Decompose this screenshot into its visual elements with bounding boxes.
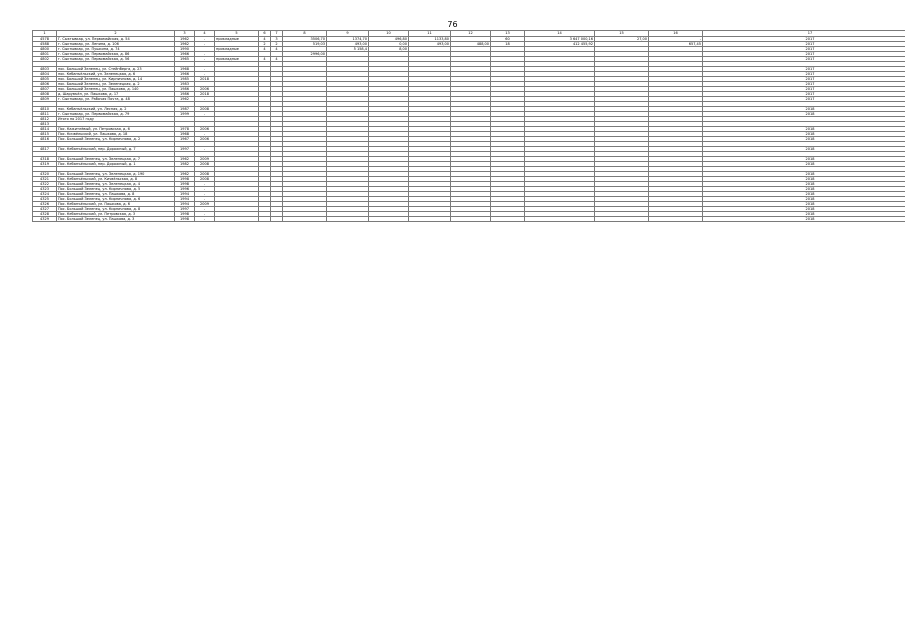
column-header: 16 — [649, 31, 703, 37]
table-cell: 3 647 000,16 — [525, 37, 595, 42]
table-cell: 2018 — [703, 172, 905, 177]
table-cell: Пос. Большой Зеленец, ул. Пашкова, д. 8 — [57, 192, 175, 197]
table-cell: 2 — [259, 42, 271, 47]
table-cell: 4578 — [33, 37, 57, 42]
table-cell: 2009 — [195, 157, 215, 162]
table-cell — [595, 217, 649, 222]
table-cell: Пос. Большой Зеленец, ул. Кирпичнова, д. 5 — [57, 187, 175, 192]
table-cell — [327, 217, 369, 222]
table-cell: д. Шарувъёл, ул. Пашкова, д. 17 — [57, 92, 175, 97]
table-cell: 1968 — [175, 132, 195, 137]
table-cell: пос. Кебанъёльский, ул. Лесная, д. 2 — [57, 107, 175, 112]
table-cell: 2018 — [703, 127, 905, 132]
table-cell: 2 — [271, 42, 283, 47]
table-cell: - — [195, 217, 215, 222]
table-cell: Пос. Большой Зеленец, ул. Зеленецкая, д. 4 — [57, 182, 175, 187]
table-cell: 4801 — [33, 52, 57, 57]
table-cell: 2008 — [195, 162, 215, 167]
table-row — [33, 217, 905, 222]
table-cell: Пос. Кажитлёвый, ул. Петровская, д. 6 — [57, 127, 175, 132]
table-cell: пос. Большой Зеленец, ул. Зеленецкая, д. 2 — [57, 82, 175, 87]
table-cell: Пос. Большой Зеленец, ул. Кирпичнова, д. 6 — [57, 197, 175, 202]
table-cell: Пос. Кебанъёльский, ул. Кичвёльская, д. 8 — [57, 177, 175, 182]
table-cell: 2018 — [703, 197, 905, 202]
table-cell: 1966 — [175, 52, 195, 57]
column-header: 7 — [271, 31, 283, 37]
column-header: 12 — [451, 31, 491, 37]
table-cell: 2018 — [703, 137, 905, 142]
table-cell: 4 — [271, 57, 283, 62]
table-cell: 0,00 — [369, 42, 409, 47]
table-cell: 4805 — [33, 77, 57, 82]
table-cell: Г. Сыктывкар, ул. Первомайская, д. 54 — [57, 37, 175, 42]
table-cell: 2017 — [703, 87, 905, 92]
table-cell: пос. Большой Зеленец, ул. Пашкова, д. 140 — [57, 87, 175, 92]
table-cell: 4803 — [33, 67, 57, 72]
table-cell — [451, 217, 491, 222]
table-cell: 2017 — [703, 42, 905, 47]
table-cell: Пос. Большой Зеленец, ул. Зеленецкая, д. 7 — [57, 157, 175, 162]
table-cell: прикладные — [215, 57, 259, 62]
table-cell: 1997 — [175, 207, 195, 212]
table-cell: 2006 — [195, 137, 215, 142]
table-cell: 1962 — [175, 37, 195, 42]
table-cell: 2008 — [195, 172, 215, 177]
table-cell: 2017 — [703, 67, 905, 72]
table-cell: 1994 — [175, 192, 195, 197]
table-cell: г. Сыктывкар, ул. Пушкина, д. 74 — [57, 47, 175, 52]
table-cell: 2996,00 — [283, 52, 327, 57]
table-cell: 2006 — [195, 127, 215, 132]
table-cell: - — [195, 72, 215, 77]
table-cell: 1966 — [175, 72, 195, 77]
table-cell: 27,00 — [595, 37, 649, 42]
table-cell: 2018 — [703, 192, 905, 197]
table-cell: 8,00 — [369, 47, 409, 52]
table-cell: 2006 — [195, 87, 215, 92]
table-cell — [215, 217, 259, 222]
table-cell: 519,03 — [283, 42, 327, 47]
table-cell: 2017 — [703, 97, 905, 102]
table-cell: 2018 — [703, 157, 905, 162]
table-cell: 1968 — [175, 67, 195, 72]
table-cell: прикладные — [215, 47, 259, 52]
table-cell: 4802 — [33, 57, 57, 62]
table-cell: 2018 — [195, 92, 215, 97]
table-cell: - — [195, 57, 215, 62]
table-cell: Пос. Большой Зеленец, ул. Кирпичнова, д. 2 — [57, 137, 175, 142]
table-cell — [491, 217, 525, 222]
table-cell: 2018 — [703, 182, 905, 187]
table-body — [33, 37, 905, 222]
table-cell: 1986 — [175, 87, 195, 92]
table-cell: Пос. Кебанъёльский, ул. Петровская, д. 3 — [57, 212, 175, 217]
table-cell: - — [195, 37, 215, 42]
table-cell: 2017 — [703, 72, 905, 77]
table-cell: 4324 — [33, 192, 57, 197]
table-cell: 2018 — [703, 187, 905, 192]
table-cell: 2017 — [703, 57, 905, 62]
table-cell — [369, 217, 409, 222]
table-cell: - — [195, 42, 215, 47]
table-cell — [271, 217, 283, 222]
table-cell: 4808 — [33, 92, 57, 97]
table-cell: г. Сыктывкар, ул. Рабочая Почта, д. 48 — [57, 97, 175, 102]
table-cell: - — [649, 37, 703, 42]
table-cell: 657,45 — [649, 42, 703, 47]
table-cell: 4329 — [33, 217, 57, 222]
table-cell: 2018 — [703, 132, 905, 137]
table-cell: Итого по 2017 году — [57, 117, 175, 122]
table-cell: 4319 — [33, 162, 57, 167]
table-cell: - — [195, 52, 215, 57]
table-cell: - — [195, 197, 215, 202]
table-cell: 2018 — [195, 77, 215, 82]
column-header: 14 — [525, 31, 595, 37]
table-cell: 2017 — [703, 82, 905, 87]
table-cell: 496,80 — [369, 37, 409, 42]
table-cell: 4320 — [33, 172, 57, 177]
table-cell: 1997 — [175, 147, 195, 152]
table-cell: 1998 — [175, 217, 195, 222]
column-header: 15 — [595, 31, 649, 37]
table-cell: 2017 — [703, 37, 905, 42]
table-cell: 4804 — [33, 72, 57, 77]
table-cell: 2018 — [703, 207, 905, 212]
column-header: 8 — [283, 31, 327, 37]
column-header: 5 — [215, 31, 259, 37]
table-cell: 1990 — [175, 47, 195, 52]
table-cell: 4325 — [33, 197, 57, 202]
page-number: 76 — [447, 20, 458, 29]
table-cell: 1999 — [175, 112, 195, 117]
table-cell: 1967 — [175, 137, 195, 142]
table-cell: Пос. Кичвёльский, ул. Пашкова, д. 18 — [57, 132, 175, 137]
table-cell: 2008 — [195, 177, 215, 182]
column-header: 3 — [175, 31, 195, 37]
table-cell: - — [195, 67, 215, 72]
table-cell: 2018 — [703, 177, 905, 182]
table-cell — [259, 217, 271, 222]
table-cell: 2018 — [703, 202, 905, 207]
table-cell: г. Сыктывкар, ул. Ленина, д. 106 — [57, 42, 175, 47]
table-cell: 4807 — [33, 87, 57, 92]
table-cell: 4326 — [33, 202, 57, 207]
table-cell: 2017 — [703, 92, 905, 97]
column-header: 6 — [259, 31, 271, 37]
column-header: 9 — [327, 31, 369, 37]
table-cell: 4812 — [33, 117, 57, 122]
table-cell: пос. Кебанъёльский, ул. Зеленецкая, д. 6 — [57, 72, 175, 77]
table-cell: 1994 — [175, 197, 195, 202]
table-cell — [283, 217, 327, 222]
table-cell: 4327 — [33, 207, 57, 212]
table-cell: 488,00 — [451, 42, 491, 47]
table-cell: г. Сыктывкар, ул. Первомайская, д. 56 — [57, 57, 175, 62]
table-cell: 4817 — [33, 147, 57, 152]
table-cell: 2018 — [703, 107, 905, 112]
table-cell: 412 455,92 — [525, 42, 595, 47]
table-cell: 4814 — [33, 127, 57, 132]
column-header: 10 — [369, 31, 409, 37]
column-header: 2 — [57, 31, 175, 37]
table-cell: 4 — [259, 57, 271, 62]
table-cell: 4809 — [33, 97, 57, 102]
table-cell: 1374,70 — [327, 37, 369, 42]
table-cell: 1996 — [175, 187, 195, 192]
table-cell: 2018 — [703, 212, 905, 217]
table-cell: 4 — [259, 37, 271, 42]
table-cell — [409, 217, 451, 222]
table-cell: 1962 — [175, 172, 195, 177]
table-cell: 1998 — [175, 212, 195, 217]
table-cell: 493,00 — [327, 42, 369, 47]
table-cell: 4318 — [33, 157, 57, 162]
table-cell: - — [195, 212, 215, 217]
table-cell: 2018 — [703, 112, 905, 117]
table-cell: 3 — [271, 37, 283, 42]
table-cell: 60 — [491, 37, 525, 42]
table-cell: г. Сыктывкар, ул. Первомайская, д. 79 — [57, 112, 175, 117]
table-cell: 4321 — [33, 177, 57, 182]
column-header: 17 — [703, 31, 905, 37]
table-cell: 1133,80 — [409, 37, 451, 42]
table-cell: 1962 — [175, 97, 195, 102]
table-cell: 2018 — [703, 162, 905, 167]
table-cell: 4588 — [33, 42, 57, 47]
table-cell: 2008 — [195, 107, 215, 112]
table-cell: 2017 — [703, 52, 905, 57]
table-cell — [525, 217, 595, 222]
table-cell: 1978 — [175, 127, 195, 132]
table-cell: 1987 — [175, 107, 195, 112]
column-header: 1 — [33, 31, 57, 37]
table-cell: - — [195, 182, 215, 187]
table-cell: Пос. Кебанъёльский, пер. Дорожный, д. 7 — [57, 147, 175, 152]
table-cell: - — [195, 97, 215, 102]
table-cell: 4328 — [33, 212, 57, 217]
table-cell: - — [195, 112, 215, 117]
table-cell: 2018 — [703, 217, 905, 222]
table-cell: 4811 — [33, 112, 57, 117]
table-cell: 4322 — [33, 182, 57, 187]
table-cell: - — [195, 207, 215, 212]
table-cell: 1986 — [175, 92, 195, 97]
table-cell: 4323 — [33, 187, 57, 192]
column-header: 11 — [409, 31, 451, 37]
table-cell: 1962 — [175, 42, 195, 47]
table-cell: 1982 — [175, 162, 195, 167]
table-cell: 1965 — [175, 57, 195, 62]
table-cell: - — [195, 132, 215, 137]
table-cell: 493,00 — [409, 42, 451, 47]
table-cell: 2018 — [703, 147, 905, 152]
column-header: 4 — [195, 31, 215, 37]
table-cell: - — [195, 147, 215, 152]
table-cell: 18 — [491, 42, 525, 47]
table-cell: пос. Большой Зеленец, ул. Кирпичнова, д. 14 — [57, 77, 175, 82]
table-cell: 4816 — [33, 137, 57, 142]
register-table — [32, 30, 905, 222]
table-cell: 4806 — [33, 82, 57, 87]
table-cell: 1998 — [175, 182, 195, 187]
table-cell: Пос. Кебанъёльский, ул. Пашкова, д. 6 — [57, 202, 175, 207]
table-cell: 4800 — [33, 47, 57, 52]
table-cell: Пос. Кебанъёльский, пер. Дорожный, д. 1 — [57, 162, 175, 167]
table-cell: 5 158,4 — [327, 47, 369, 52]
table-cell: Пос. Большой Зеленец, ул. Пашкова, д. 3 — [57, 217, 175, 222]
table-cell: 4813 — [33, 122, 57, 127]
register-sheet — [32, 30, 867, 222]
column-header: 13 — [491, 31, 525, 37]
table-cell: 4 — [271, 47, 283, 52]
table-cell: прикладные — [215, 37, 259, 42]
table-cell — [649, 217, 703, 222]
table-cell: г. Сыктывкар, ул. Первомайская, д. 86 — [57, 52, 175, 57]
table-cell: Пос. Большой Зеленец, ул. Кирпичнова, д. 8 — [57, 207, 175, 212]
table-cell: - — [195, 192, 215, 197]
table-cell: - — [195, 187, 215, 192]
table-cell: 2009 — [195, 202, 215, 207]
table-cell: 4810 — [33, 107, 57, 112]
table-cell: 1994 — [175, 202, 195, 207]
table-cell: 2017 — [703, 77, 905, 82]
table-cell: 4 — [259, 47, 271, 52]
table-cell: пос. Большой Зеленец, ул. Стейнберга, д. 23 — [57, 67, 175, 72]
table-cell: 1962 — [175, 157, 195, 162]
table-cell: 1998 — [175, 177, 195, 182]
table-cell: 2017 — [703, 47, 905, 52]
table-cell: 1985 — [175, 77, 195, 82]
table-cell: Пос. Большой Зеленец, ул. Зеленецкая, д. 190 — [57, 172, 175, 177]
table-cell: 4815 — [33, 132, 57, 137]
table-cell: 1983 — [175, 82, 195, 87]
table-cell: 3506,70 — [283, 37, 327, 42]
